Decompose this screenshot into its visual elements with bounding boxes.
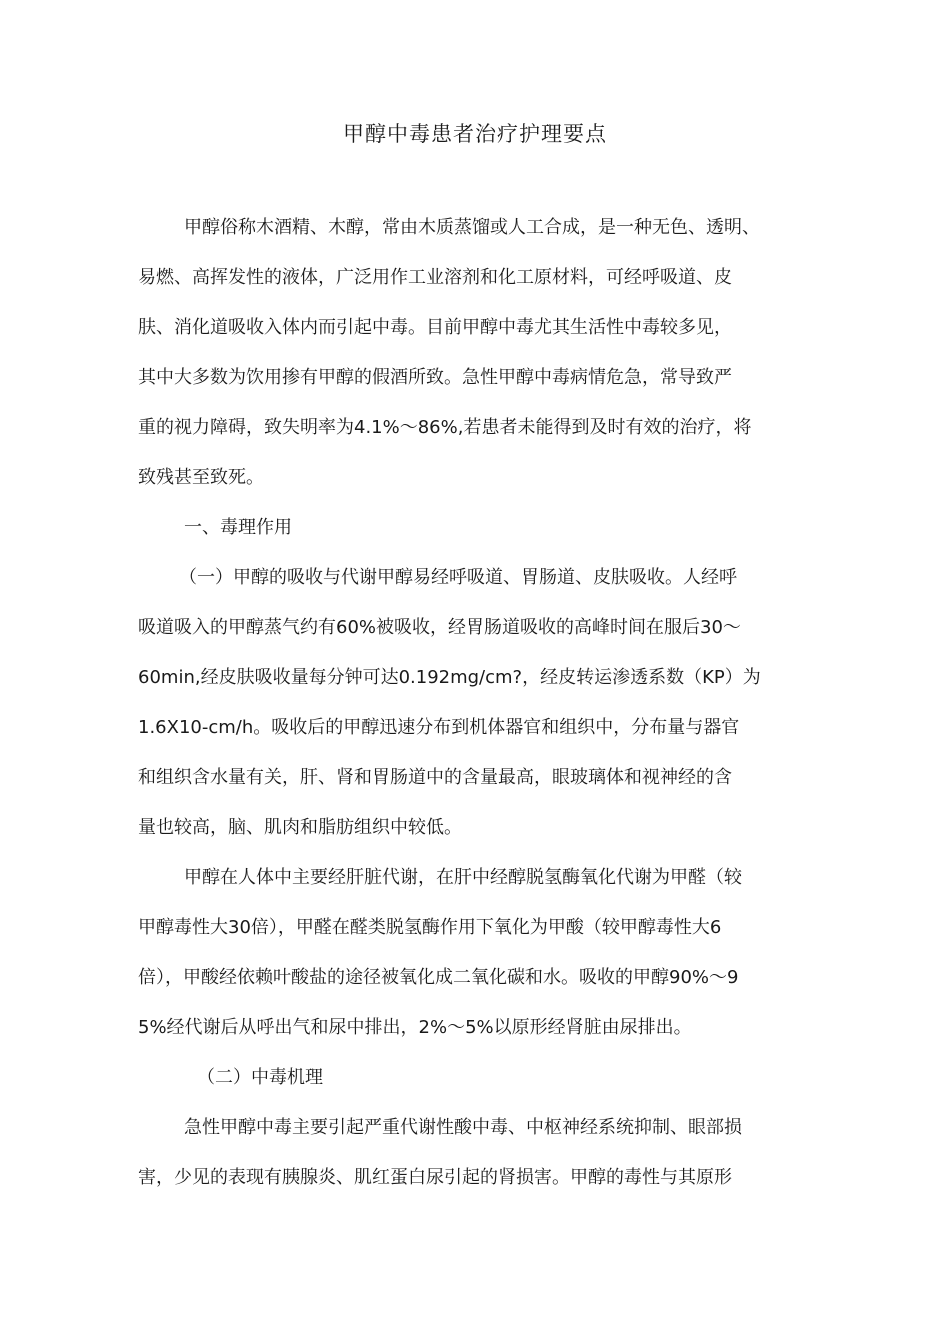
paragraph-line: 60min,经皮肤吸收量每分钟可达0.192mg/cm?，经皮转运渗透系数（KP）为 [138,667,761,688]
paragraph-line: 易燃、高挥发性的液体，广泛用作工业溶剂和化工原材料，可经呼吸道、皮 [138,267,732,288]
paragraph-line: 甲醇毒性大30倍），甲醛在醛类脱氢酶作用下氧化为甲酸（较甲醇毒性大6 [138,917,722,938]
section-heading: （二）中毒机理 [197,1067,323,1088]
paragraph-line: 倍），甲酸经依赖叶酸盐的途径被氧化成二氧化碳和水。吸收的甲醇90%〜9 [138,967,739,988]
section-heading: 一、毒理作用 [184,517,292,538]
paragraph-line: （一）甲醇的吸收与代谢甲醇易经呼吸道、胃肠道、皮肤吸收。人经呼 [179,567,737,588]
paragraph-line: 5%经代谢后从呼出气和尿中排出，2%〜5%以原形经肾脏由尿排出。 [138,1017,692,1038]
paragraph-line: 量也较高，脑、肌肉和脂肪组织中较低。 [138,817,462,838]
paragraph-line: 致残甚至致死。 [138,467,264,488]
paragraph-line: 害，少见的表现有胰腺炎、肌红蛋白尿引起的肾损害。甲醇的毒性与其原形 [138,1167,732,1188]
paragraph-line: 吸道吸入的甲醇蒸气约有60%被吸收，经胃肠道吸收的高峰时间在服后30〜 [138,617,741,638]
paragraph-line: 肤、消化道吸收入体内而引起中毒。目前甲醇中毒尤其生活性中毒较多见， [138,317,732,338]
paragraph-line: 急性甲醇中毒主要引起严重代谢性酸中毒、中枢神经系统抑制、眼部损 [184,1117,742,1138]
paragraph-line: 甲醇俗称木酒精、木醇，常由木质蒸馏或人工合成，是一种无色、透明、 [184,217,760,238]
paragraph-line: 甲醇在人体中主要经肝脏代谢，在肝中经醇脱氢酶氧化代谢为甲醛（较 [184,867,742,888]
document-title: 甲醇中毒患者治疗护理要点 [343,122,607,146]
paragraph-line: 重的视力障碍，致失明率为4.1%〜86%,若患者未能得到及时有效的治疗，将 [138,417,752,438]
paragraph-line: 1.6X10-cm/h。吸收后的甲醇迅速分布到机体器官和组织中，分布量与器官 [138,717,740,738]
paragraph-line: 其中大多数为饮用掺有甲醇的假酒所致。急性甲醇中毒病情危急，常导致严 [138,367,732,388]
paragraph-line: 和组织含水量有关，肝、肾和胃肠道中的含量最高，眼玻璃体和视神经的含 [138,767,732,788]
